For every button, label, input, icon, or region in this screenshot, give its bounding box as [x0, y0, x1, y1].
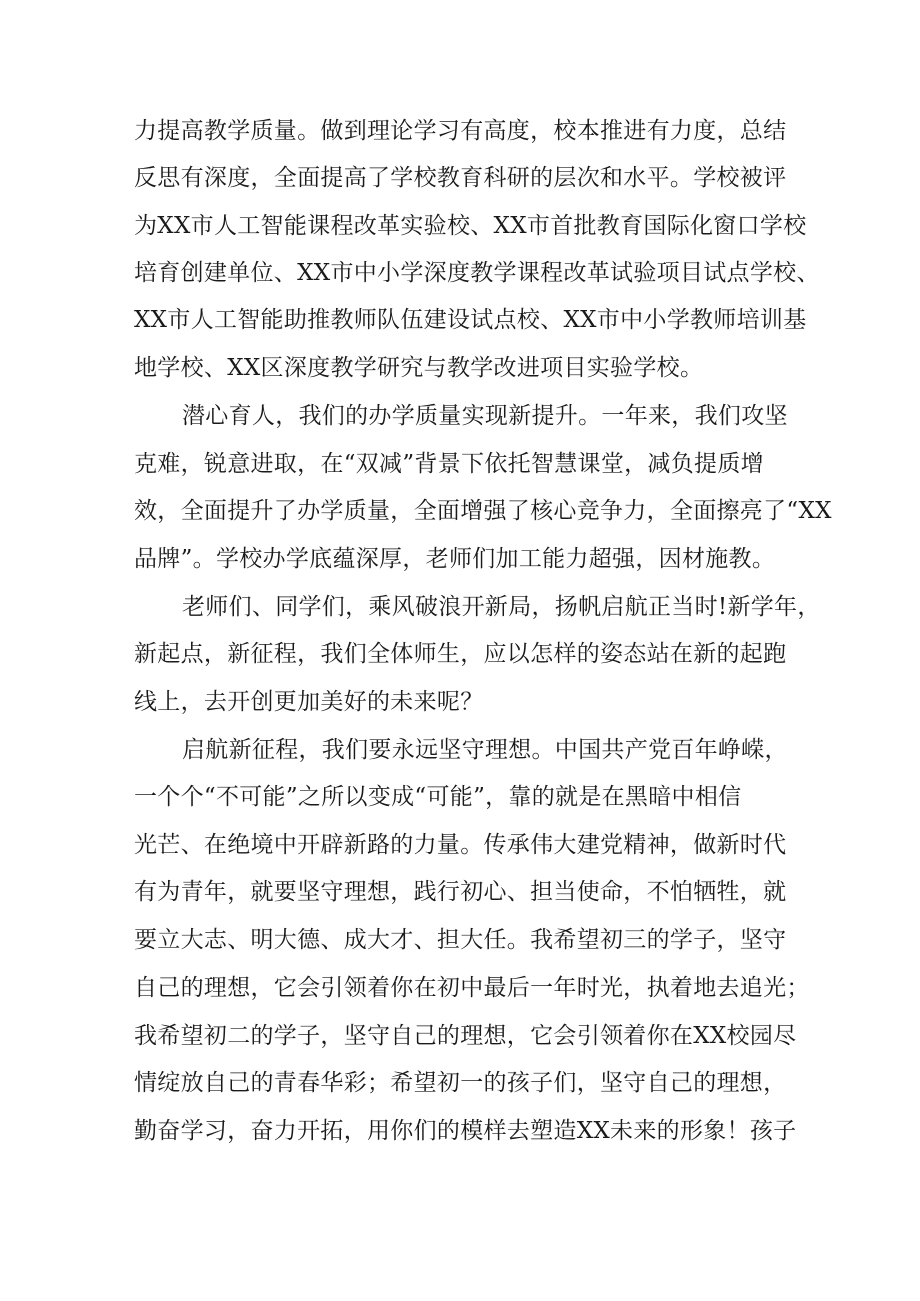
text-line: 有为青年，就要坚守理想，践行初心、担当使命，不怕牺牲，就	[134, 879, 787, 905]
text-line: 要立大志、明大德、成大才、担大任。我希望初三的学子，坚守	[134, 927, 787, 953]
text-line: 反思有深度，全面提高了学校教育科研的层次和水平。学校被评	[134, 165, 787, 191]
text-line: 光芒、在绝境中开辟新路的力量。传承伟大建党精神，做新时代	[134, 832, 787, 858]
text-line: 效，全面提升了办学质量，全面增强了核心竞争力，全面擦亮了“XX	[134, 498, 832, 524]
text-line: 自己的理想，它会引领着你在初中最后一年时光，执着地去追光；	[134, 975, 810, 1001]
text-line: 情绽放自己的青春华彩；希望初一的孩子们，坚守自己的理想，	[134, 1070, 787, 1096]
text-line: 克难，锐意进取，在“双减”背景下依托智慧课堂，减负提质增	[134, 451, 764, 477]
text-line: 培育创建单位、XX市中小学深度教学课程改革试验项目试点学校、	[134, 260, 820, 286]
text-line: 力提高教学质量。做到理论学习有高度，校本推进有力度，总结	[134, 118, 787, 144]
text-line: 为XX市人工智能课程改革实验校、XX市首批教育国际化窗口学校	[134, 213, 807, 239]
text-line: 一个个“不可能”之所以变成“可能”，靠的就是在黑暗中相信	[134, 784, 742, 810]
paragraph-first-line: 潜心育人，我们的办学质量实现新提升。一年来，我们攻坚	[182, 403, 788, 429]
text-line: 新起点，新征程，我们全体师生，应以怎样的姿态站在新的起跑	[134, 641, 787, 667]
text-line: 线上，去开创更加美好的未来呢？	[134, 689, 484, 715]
text-line: 我希望初二的学子，坚守自己的理想，它会引领着你在XX校园尽	[134, 1023, 797, 1049]
text-line: 地学校、XX区深度教学研究与教学改进项目实验学校。	[134, 355, 704, 381]
paragraph-first-line: 启航新征程，我们要永远坚守理想。中国共产党百年峥嵘，	[182, 737, 788, 763]
paragraph-first-line: 老师们、同学们，乘风破浪开新局，扬帆启航正当时!新学年，	[182, 594, 821, 620]
text-line: 勤奋学习，奋力开拓，用你们的模样去塑造XX未来的形象！孩子	[134, 1118, 797, 1144]
text-line: XX市人工智能助推教师队伍建设试点校、XX市中小学教师培训基	[134, 307, 807, 333]
text-line: 品牌”。学校办学底蕴深厚，老师们加工能力超强，因材施教。	[134, 546, 776, 572]
